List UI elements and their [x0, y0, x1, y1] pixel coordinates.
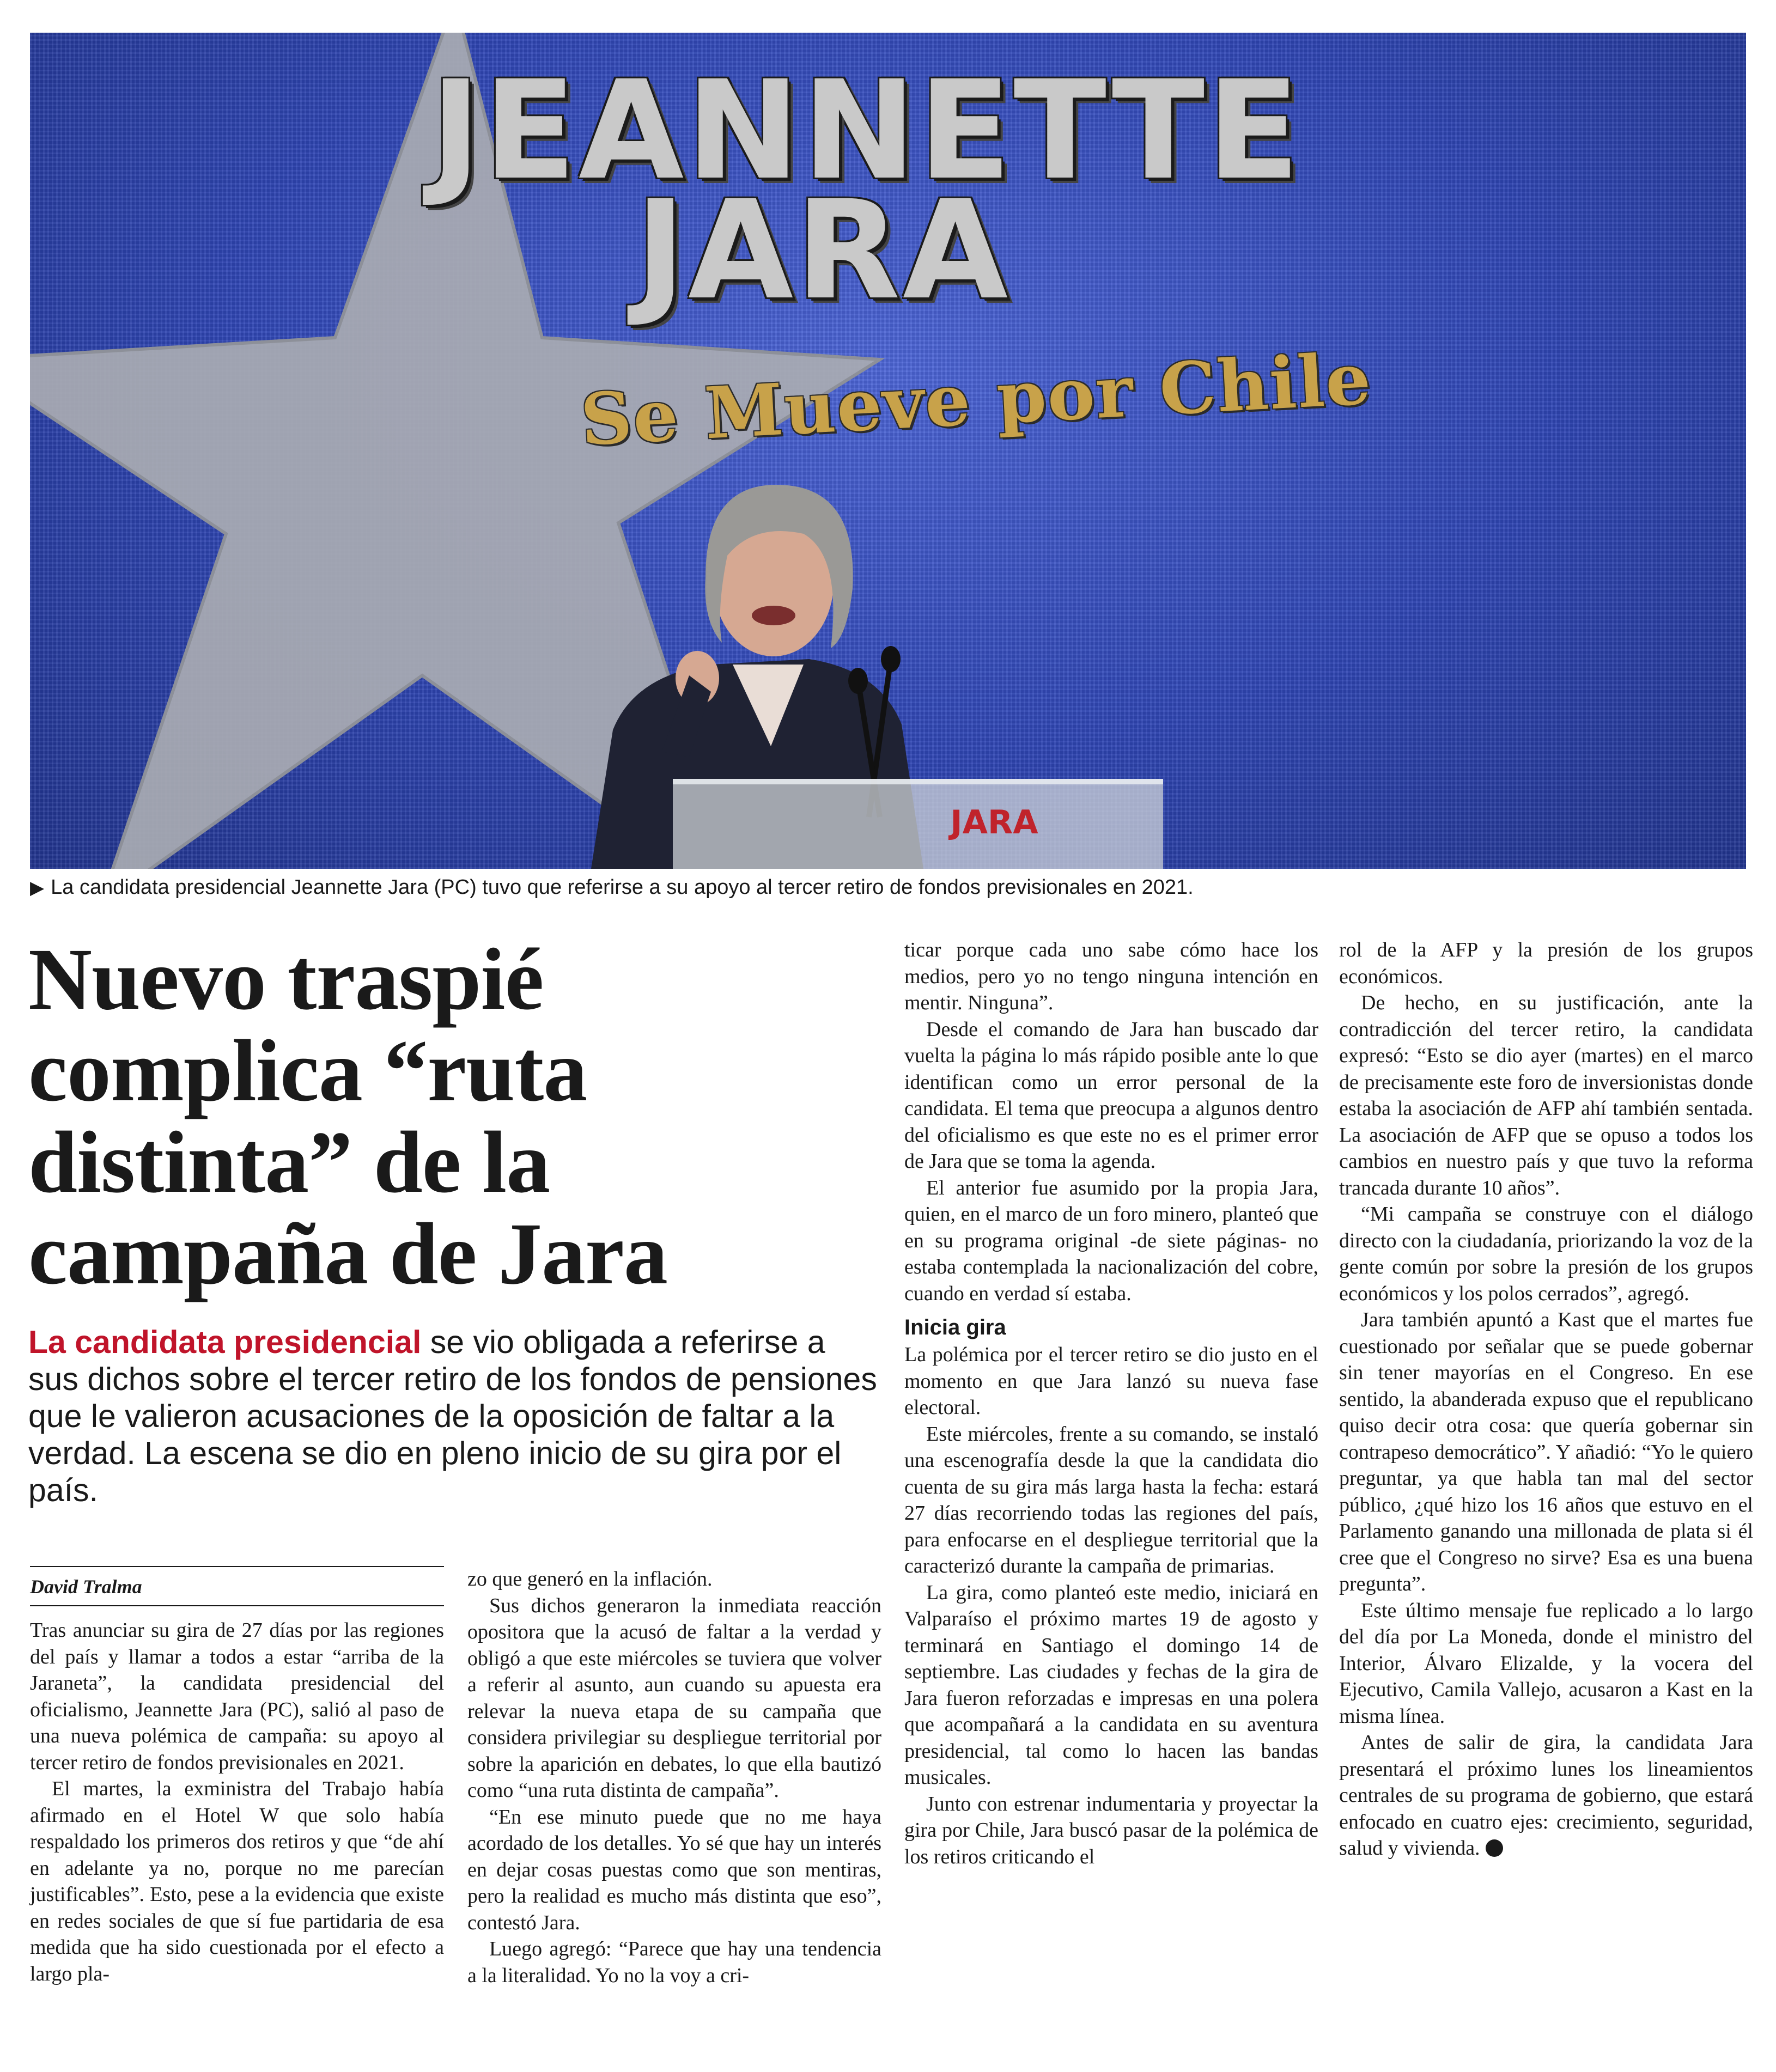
paragraph: Este último mensaje fue replicado a lo largo del día por La Moneda, donde el ministro del Interior, Álvaro Elizalde, y la vocera del Ejecutivo, Camila Vallejo, acusaron a Kast en la misma línea. [1339, 1599, 1753, 1728]
podium-logo [923, 803, 1065, 842]
article-column-4 [1339, 937, 1753, 1862]
paragraph: Sus dichos generaron la inmediata reacción opositora que la acusó de faltar a la verdad y obligó a que este miércoles se tuviera que volver a referir al asunto, aun cuando su apuesta era relevar la nueva etapa de su campaña que considera privilegiar su despliegue territorial por sobre la aparición en debates, lo que ella bautizó como “una ruta distinta de campaña”. [467, 1594, 881, 1802]
banner-first-name: JEANNETTE [430, 51, 1303, 210]
end-mark-icon [1486, 1839, 1503, 1857]
paragraph: Junto con estrenar indumentaria y proyectar la gira por Chile, Jara buscó pasar de la polémica de los retiros criticando el [904, 1792, 1318, 1868]
paragraph: “Mi campaña se construye con el diálogo directo con la ciudadanía, priorizando la voz de la gente común por sobre la presión de los grupos económicos y los polos cerrados”, agregó. [1339, 1203, 1753, 1305]
podium-logo-text: JARA [950, 803, 1038, 842]
paragraph: El anterior fue asumido por la propia Jara, quien, en el marco de un foro minero, planteó que en su programa original -de siete páginas- no estaba contemplada la nacionalización del cobre, cuando en verdad sí estaba. [904, 1176, 1318, 1305]
headline-line: distinta” de la [28, 1114, 550, 1211]
lead-text: se vio obligada a referirse a sus dichos sobre el tercer retiro de los fondos de pensiones que le valieron acusaciones de la oposición de faltar a la verdad. La escena se dio en pleno inicio de su gira por el país. [28, 1324, 877, 1508]
lead-paragraph [28, 1324, 878, 1509]
banner-last-name: JARA [635, 171, 1011, 330]
lead-highlight: La candidata presidencial [28, 1324, 422, 1360]
lead-photo [30, 33, 1746, 869]
article-column-2 [467, 1566, 881, 1989]
paragraph: “En ese minuto puede que no me haya acordado de los detalles. Yo sé que hay un interés en dejar cosas puestas como que son mentiras, pero la realidad es mucho más distinta que eso”, contestó Jara. [467, 1805, 881, 1934]
paragraph: Desde el comando de Jara han buscado dar vuelta la página lo más rápido posible ante lo que identifican como un error personal de la candidata. El tema que preocupa a algunos dentro del oficialismo es que este no es el primer error de Jara que se toma la agenda. [904, 1017, 1318, 1173]
paragraph: De hecho, en su justificación, ante la contradicción del tercer retiro, la candidata expresó: “Esto se dio ayer (martes) en el marco de precisamente este foro de inversionistas donde estaba la asociación de AFP ahí también sentada. La asociación de AFP que se opuso a todos los cambios en nuestro país y que tuvo la reforma trancada durante 10 años”. [1339, 991, 1753, 1199]
paragraph: Jara también apuntó a Kast que el martes fue cuestionado por señalar que se puede gobernar sin tener mayorías en el Congreso. En ese sentido, la abanderada expuso que el republicano quiso decir otra cosa: que quería gobernar sin contrapeso democrático”. Y añadió: “Yo le quiero preguntar, ya que habla tan mal del sector público, ¿qué hizo los 16 años que estuvo en el Parlamento ganando una millonada de plata si él cree que el Congreso no sirve? Esa es una buena pregunta”. [1339, 1308, 1753, 1595]
article-column-1 [30, 1566, 444, 1987]
caption-arrow-icon: ▶ [30, 877, 45, 898]
paragraph: Luego agregó: “Parece que hay una tendencia a la literalidad. Yo no la voy a cri- [467, 1937, 881, 1987]
caption-text: La candidata presidencial Jeannette Jara (PC) tuvo que referirse a su apoyo al tercer retiro de fondos previsionales en 2021. [51, 876, 1194, 899]
subheading: Inicia gira [904, 1315, 1006, 1339]
paragraph: El martes, la exministra del Trabajo había afirmado en el Hotel W que solo había respaldado los primeros dos retiros y que “de ahí en adelante ya no, porque no me parecían justificables”. Esto, pese a la evidencia que existe en redes sociales de que sí fue partidaria de esa medida que ha sido cuestionada por el efecto a largo pla- [30, 1777, 444, 1985]
paragraph: ticar porque cada uno sabe cómo hace los medios, pero yo no tengo ninguna intención en mentir. Ninguna”. [904, 939, 1318, 1014]
paragraph: zo que generó en la inflación. [467, 1568, 713, 1590]
headline-line: campaña de Jara [28, 1205, 667, 1303]
paragraph: Este miércoles, frente a su comando, se instaló una escenografía desde la que la candidata dio cuenta de su gira más larga hasta la fecha: estará 27 días recorriendo todas las regiones del país, para enfocarse en el despliegue territorial que la caracterizó durante la campaña de primarias. [904, 1422, 1318, 1577]
headline-line: complica “ruta [28, 1022, 587, 1120]
photo-caption [30, 876, 1746, 899]
byline: David Tralma [30, 1566, 444, 1606]
banner-slogan: Se Mueve por Chile [579, 337, 1374, 462]
paragraph: La gira, como planteó este medio, iniciará en Valparaíso el próximo martes 19 de agosto y terminará en Santiago el domingo 14 de septiembre. Las ciudades y fechas de la gira de Jara fueron reforzadas e impresas en una polera que acompañará a la candidata en su aventura presidencial, tal como lo hacen las bandas musicales. [904, 1581, 1318, 1789]
paragraph: La polémica por el tercer retiro se dio justo en el momento en que Jara lanzó su nueva fase electoral. [904, 1343, 1318, 1419]
paragraph: rol de la AFP y la presión de los grupos económicos. [1339, 939, 1753, 988]
podium [673, 779, 1163, 869]
paragraph-text: Antes de salir de gira, la candidata Jara presentará el próximo lunes los lineamientos centrales de su programa de gobierno, que estará enfocado en cuatro ejes: crecimiento, seguridad, salud y vivienda. [1339, 1731, 1753, 1860]
paragraph-final [1339, 1729, 1753, 1862]
headline [28, 931, 878, 1303]
article-column-3 [904, 937, 1318, 1870]
paragraph: Tras anunciar su gira de 27 días por las regiones del país y llamar a todos a estar “arriba de la Jaraneta”, la candidata presidencial del oficialismo, Jeannette Jara (PC), salió al paso de una nueva polémica de campaña: su apoyo al tercer retiro de fondos previsionales en 2021. [30, 1619, 444, 1774]
headline-line: Nuevo traspié [28, 931, 544, 1028]
